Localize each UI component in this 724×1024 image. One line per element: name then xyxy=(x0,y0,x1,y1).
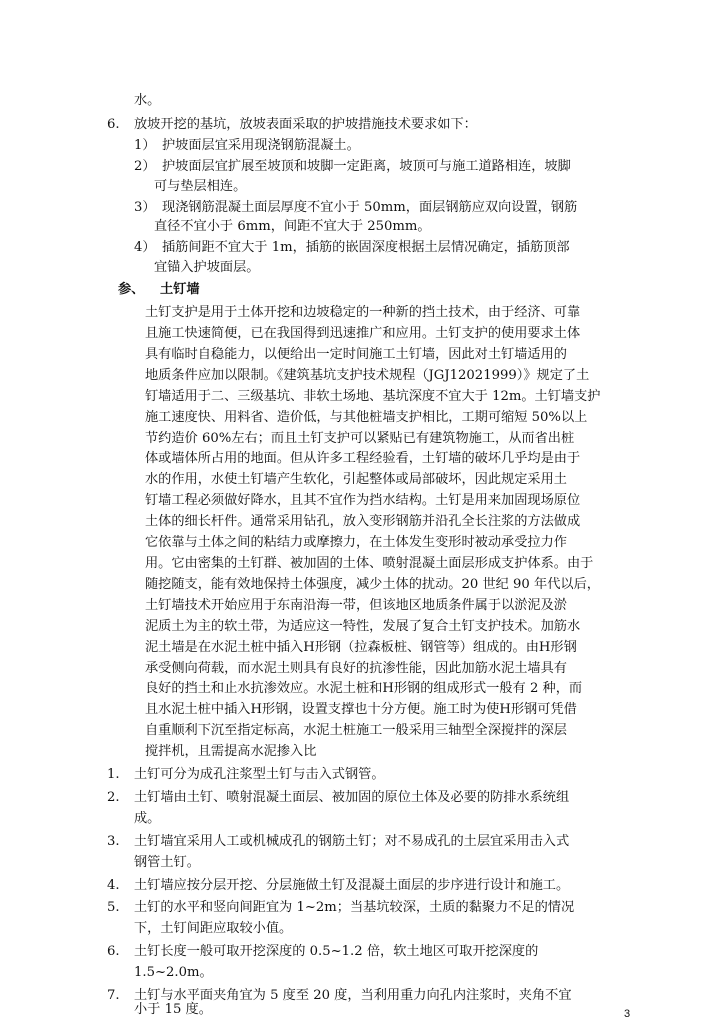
body-line: 钉墙工程必须做好降水，且其不宜作为挡水结构。土钉是用来加固现场原位 xyxy=(145,493,581,509)
list-number: 7. xyxy=(107,988,120,1004)
body-line: 随挖随支，能有效地保持土体强度，减少土体的扰动。20 世纪 90 年代以后， xyxy=(145,576,600,592)
section-number: 参、 xyxy=(118,282,145,298)
list-number: 4. xyxy=(107,877,120,893)
body-line: 承受侧向荷载，而水泥土则具有良好的抗渗性能，因此加筋水泥土墙具有 xyxy=(145,660,567,676)
sub-item-number: 4） xyxy=(134,240,156,256)
sub-item-line: 护坡面层宜采用现浇钢筋混凝土。 xyxy=(162,137,360,153)
list-number: 3. xyxy=(107,833,120,849)
list-line: 土钉可分为成孔注浆型土钉与击入式钢管。 xyxy=(134,767,385,783)
body-line: 体或墙体所占用的地面。但从许多工程经验看，土钉墙的破坏几乎均是由于 xyxy=(145,451,581,467)
list-line: 土钉墙宜采用人工或机械成孔的钢筋土钉；对不易成孔的土层宜采用击入式 xyxy=(134,833,570,849)
body-line: 且水泥土桩中插入H形钢，设置支撑也十分方便。施工时为使H形钢可凭借 xyxy=(145,702,577,718)
body-line: 泥土墙是在水泥土桩中插入H形钢（拉森板桩、钢管等）组成的。由H形钢 xyxy=(145,639,577,655)
list-line: 钢管土钉。 xyxy=(134,854,200,870)
body-line: 它依靠与土体之间的粘结力或摩擦力，在土体发生变形时被动承受拉力作 xyxy=(145,535,567,551)
body-line: 用。它由密集的土钉群、被加固的土体、喷射混凝土面层形成支护体系。由于 xyxy=(145,555,594,571)
sub-item-number: 3） xyxy=(134,199,156,215)
continuation-text: 水。 xyxy=(134,93,161,108)
list-line: 土钉墙应按分层开挖、分层施做土钉及混凝土面层的步序进行设计和施工。 xyxy=(134,877,570,893)
list-line: 土钉墙由土钉、喷射混凝土面层、被加固的原位土体及必要的防排水系统组 xyxy=(134,789,570,805)
body-line: 自重顺利下沉至指定标高，水泥土桩施工一般采用三轴型全深搅拌的深层 xyxy=(145,723,567,739)
page-number: 3 xyxy=(624,1008,631,1020)
body-line: 泥质土为主的软土带，为适应这一特性，发展了复合土钉支护技术。加筋水 xyxy=(145,618,581,634)
sub-item-line: 直径不宜小于 6mm，间距不宜大于 250mm。 xyxy=(154,219,431,235)
list-line: 成。 xyxy=(134,810,161,826)
list-line: 土钉与水平面夹角宜为 5 度至 20 度，当利用重力向孔内注浆时，夹角不宜 xyxy=(134,988,572,1004)
body-line: 土钉墙技术开始应用于东南沿海一带，但该地区地质条件属于以淤泥及淤 xyxy=(145,597,567,613)
body-line: 良好的挡土和止水抗渗效应。水泥土桩和H形钢的组成形式一般有 2 种，而 xyxy=(145,681,583,697)
list-number: 5. xyxy=(107,900,120,916)
sub-item-number: 2） xyxy=(134,158,156,174)
body-line: 土体的细长杆件。通常采用钻孔，放入变形钢筋并沿孔全长注浆的方法做成 xyxy=(145,514,581,530)
body-line: 水的作用，水使土钉墙产生软化，引起整体或局部破坏，因此规定采用土 xyxy=(145,472,567,488)
body-line: 搅拌机，且需提高水泥掺入比 xyxy=(145,744,317,760)
list-line: 小于 15 度。 xyxy=(134,1002,212,1017)
sub-item-line: 可与垫层相连。 xyxy=(154,178,247,194)
body-line: 节约造价 60%左右；而且土钉支护可以紧贴已有建筑物施工，从而省出桩 xyxy=(145,430,575,446)
sub-item-number: 1） xyxy=(134,137,156,153)
body-line: 土钉支护是用于土体开挖和边坡稳定的一种新的挡土技术，由于经济、可靠 xyxy=(145,305,581,321)
item-6-text: 放坡开挖的基坑，放坡表面采取的护坡措施技术要求如下： xyxy=(134,116,477,132)
sub-item-line: 护坡面层宜扩展至坡顶和坡脚一定距离，坡顶可与施工道路相连，坡脚 xyxy=(162,158,571,174)
body-line: 施工速度快、用料省、造价低，与其他桩墙支护相比，工期可缩短 50%以上 xyxy=(145,409,588,425)
section-title: 土钉墙 xyxy=(160,282,200,298)
list-number: 6. xyxy=(107,944,120,960)
sub-item-line: 宜锚入护坡面层。 xyxy=(154,260,260,276)
list-line: 土钉的水平和竖向间距宜为 1~2m；当基坑较深，土质的黏聚力不足的情况 xyxy=(134,900,575,916)
body-line: 且施工快速简便，已在我国得到迅速推广和应用。土钉支护的使用要求土体 xyxy=(145,325,581,341)
item-6-number: 6. xyxy=(107,116,120,132)
list-line: 土钉长度一般可取开挖深度的 0.5~1.2 倍，软土地区可取开挖深度的 xyxy=(134,944,539,960)
body-line: 钉墙适用于二、三级基坑、非软土场地、基坑深度不宜大于 12m。土钉墙支护 xyxy=(145,388,601,404)
body-line: 具有临时自稳能力，以便给出一定时间施工土钉墙，因此对土钉墙适用的 xyxy=(145,346,567,362)
sub-item-line: 插筋间距不宜大于 1m，插筋的嵌固深度根据土层情况确定，插筋顶部 xyxy=(162,240,570,256)
list-line: 1.5~2.0m。 xyxy=(134,965,213,981)
list-number: 1. xyxy=(107,767,120,783)
list-line: 下，土钉间距应取较小值。 xyxy=(134,921,293,937)
sub-item-line: 现浇钢筋混凝土面层厚度不宜小于 50mm，面层钢筋应双向设置，钢筋 xyxy=(162,199,578,215)
list-number: 2. xyxy=(107,789,120,805)
body-line: 地质条件应加以限制。《建筑基坑支护技术规程（JGJ12021999）》规定了土 xyxy=(145,367,590,383)
